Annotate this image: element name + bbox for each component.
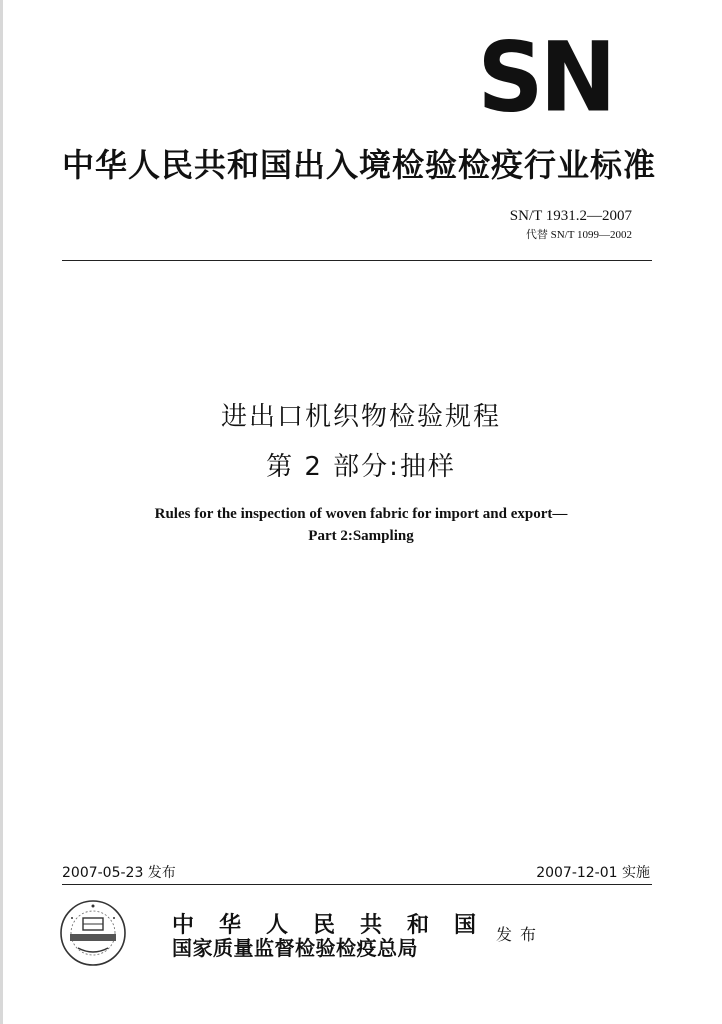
english-title-line1: Rules for the inspection of woven fabric for import and export— bbox=[154, 506, 568, 522]
chinese-title-line1: 进出口机织物检验规程 bbox=[220, 402, 501, 432]
sn-logo: SN bbox=[477, 21, 613, 134]
english-title-line2: Part 2:Sampling bbox=[308, 528, 414, 544]
issuer-agency: 国家质量监督检验检疫总局 bbox=[172, 936, 418, 960]
replaces-standard: 代替 SN/T 1099—2002 bbox=[525, 229, 632, 241]
issue-date: 2007-05-23 发布 bbox=[62, 865, 176, 881]
bottom-rule-divider bbox=[62, 884, 652, 885]
chinese-title-line2: 第 2 部分:抽样 bbox=[266, 452, 456, 482]
publish-label: 发布 bbox=[496, 925, 545, 944]
publisher-seal-icon bbox=[58, 898, 128, 968]
standard-number: SN/T 1931.2—2007 bbox=[509, 208, 632, 224]
top-rule-divider bbox=[62, 260, 652, 261]
org-title: 中华人民共和国出入境检验检疫行业标准 bbox=[62, 146, 657, 184]
issuer-country: 中华人民共和国 bbox=[172, 912, 502, 938]
implementation-date: 2007-12-01 实施 bbox=[536, 865, 650, 881]
